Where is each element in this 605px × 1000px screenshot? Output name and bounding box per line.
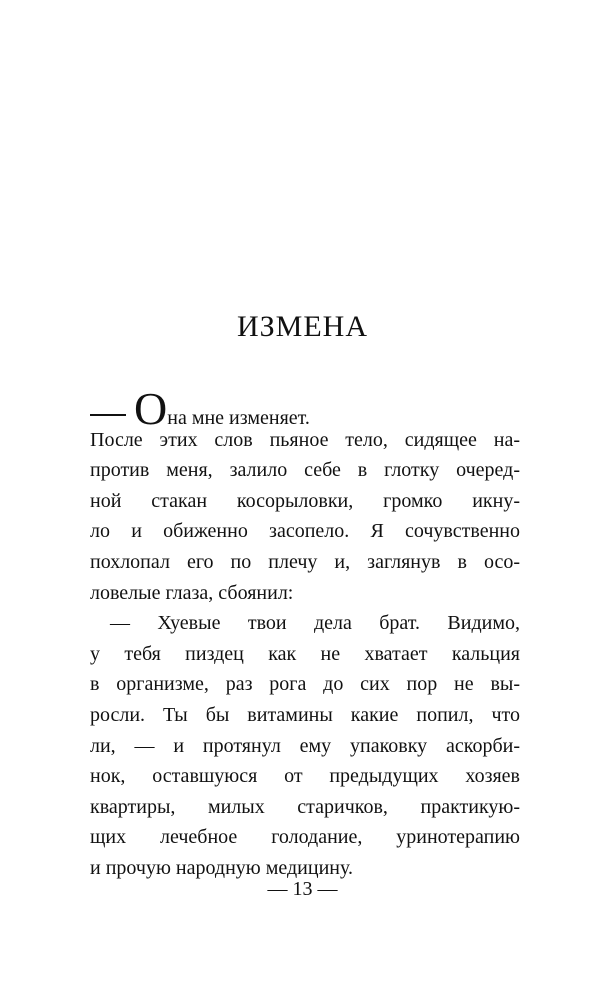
- page-number: — 13 —: [267, 878, 338, 900]
- text-line: похлопал его по плечу и, заглянув в осо-: [90, 550, 520, 573]
- text-line: нок, оставшуюся от предыдущих хозяев: [90, 765, 520, 788]
- text-line: квартиры, милых старичков, практикую-: [90, 795, 520, 818]
- text-line: — Хуевые твои дела брат. Видимо,: [110, 612, 520, 635]
- opening-line: [90, 383, 520, 434]
- opening-dash: [90, 414, 126, 416]
- chapter-body: [90, 383, 520, 884]
- text-line: ло и обиженно засопело. Я сочувственно: [90, 520, 520, 543]
- text-line: против меня, залило себе в глотку очеред-: [90, 459, 520, 482]
- text-line: в организме, раз рога до сих пор не вы-: [90, 673, 520, 696]
- text-line: ли, — и протянул ему упаковку аскорби-: [90, 734, 520, 757]
- text-line: и прочую народную медицину.: [90, 856, 353, 879]
- text-line: у тебя пиздец как не хватает кальция: [90, 642, 520, 665]
- text-line: ловелые глаза, сбоянил:: [90, 581, 294, 604]
- text-line: щих лечебное голодание, уринотерапию: [90, 826, 520, 849]
- chapter-title: ИЗМЕНА: [236, 310, 369, 343]
- text-line: После этих слов пьяное тело, сидящее на-: [90, 428, 520, 451]
- drop-cap: О: [134, 383, 168, 434]
- opening-text: на мне изменяет.: [167, 407, 310, 429]
- text-line: ной стакан косорыловки, громко икну-: [90, 489, 520, 512]
- text-line: росли. Ты бы витамины какие попил, что: [90, 703, 520, 726]
